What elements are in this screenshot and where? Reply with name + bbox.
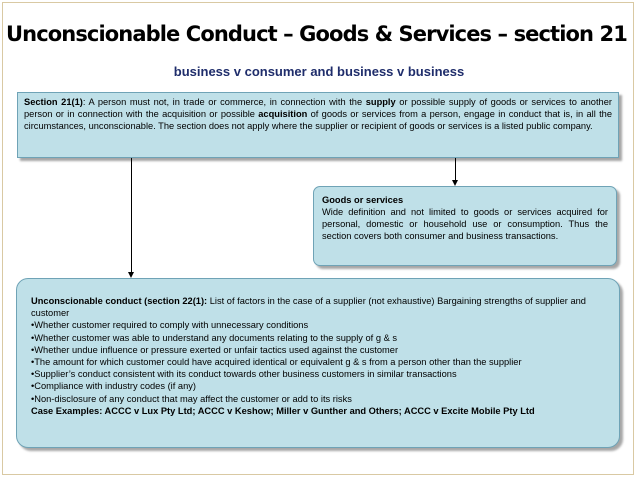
goods-text: Wide definition and not limited to goods or services acquired for personal, domestic or household use or consumption. Thus the section covers both consumer and business transactions. bbox=[322, 207, 608, 241]
arrow-to-goods-line bbox=[455, 158, 456, 180]
factor-item: •The amount for which customer could have acquired identical or equivalent g & s from a person other than the supplier bbox=[31, 357, 522, 368]
case-examples: Case Examples: ACCC v Lux Pty Ltd; ACCC v Keshow; Miller v Gunther and Others; ACCC v Excite Mobile Pty Ltd bbox=[31, 405, 535, 416]
factor-item: •Non-disclosure of any conduct that may affect the customer or add to its risks bbox=[31, 393, 352, 404]
factor-item: •Whether customer was able to understand any documents relating to the supply of g & s bbox=[31, 332, 398, 343]
factor-item: •Compliance with industry codes (if any) bbox=[31, 381, 196, 392]
slide-subtitle: business v consumer and business v business bbox=[173, 64, 465, 79]
section-22-intro-text: List of factors in the case of a supplier (not exhaustive) Bargaining strengths of supplier and customer bbox=[31, 296, 586, 319]
section-21-text-2: or possible supply of goods or services to another person or in connection with the acquisition or possible bbox=[24, 97, 612, 119]
factor-item: •Whether customer required to comply with unnecessary conditions bbox=[31, 320, 309, 331]
section-22-box bbox=[16, 278, 620, 448]
factor-item: •Supplier’s conduct consistent with its conduct towards other business customers in similar transactions bbox=[31, 369, 457, 380]
goods-or-services-box bbox=[313, 186, 617, 266]
section-21-box bbox=[17, 92, 619, 158]
acquisition-term: acquisition bbox=[258, 109, 308, 119]
section-21-text-3: of goods or services from a person, engage in conduct that is, in all the circumstances, unconscionable. The section does not apply where the supplier or recipient of goods or services is a listed public company. bbox=[24, 109, 612, 131]
goods-heading: Goods or services bbox=[322, 195, 404, 205]
slide-title: Unconscionable Conduct – Goods & Services – section 21 bbox=[6, 22, 627, 46]
section-22-intro bbox=[31, 295, 607, 319]
section-22-heading: Unconscionable conduct (section 22(1): bbox=[31, 296, 208, 306]
arrow-to-section-22-line bbox=[131, 158, 132, 272]
factor-item: •Whether undue influence or pressure exerted or unfair tactics used against the customer bbox=[31, 344, 399, 355]
section-21-text-1: : A person must not, in trade or commerce, in connection with the bbox=[82, 97, 366, 107]
supply-term: supply bbox=[365, 97, 396, 107]
section-21-heading: Section 21(1) bbox=[24, 97, 83, 107]
